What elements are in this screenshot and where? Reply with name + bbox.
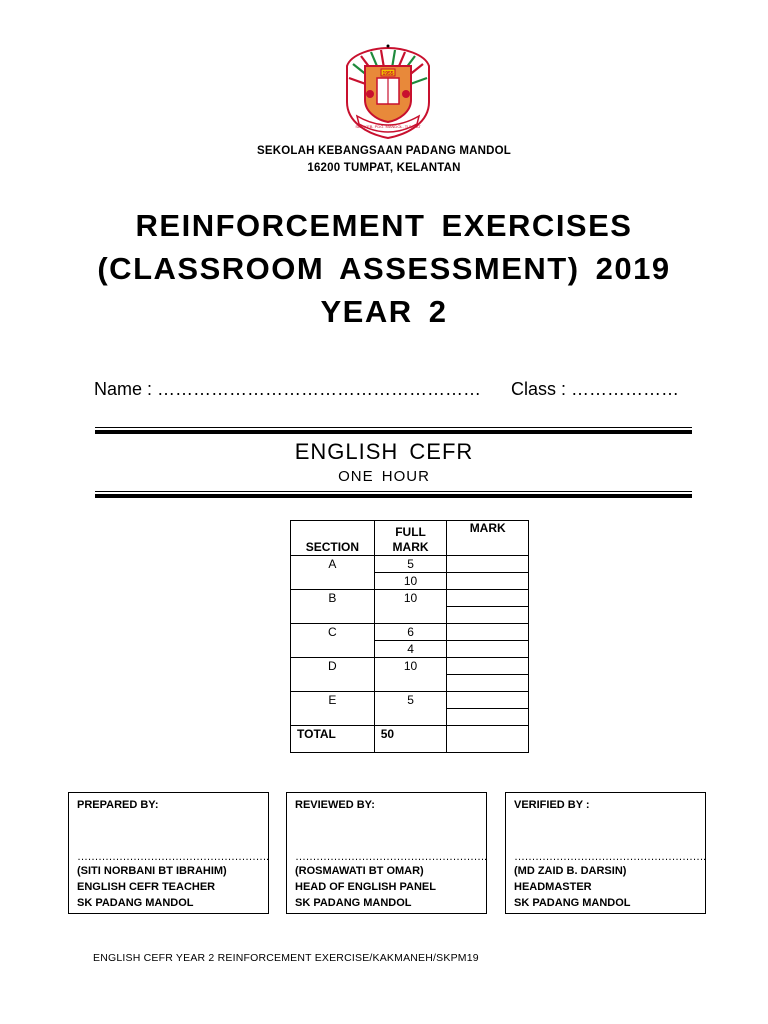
section-header: SECTION xyxy=(291,521,375,556)
page-footer: ENGLISH CEFR YEAR 2 REINFORCEMENT EXERCISE/KAKMANEH/SKPM19 xyxy=(93,952,479,964)
signatory-name: (SITI NORBANI BT IBRAHIM) xyxy=(77,865,227,877)
title-line-1: REINFORCEMENT EXERCISES xyxy=(135,208,633,243)
marks-table xyxy=(290,520,529,753)
class-field-label: Class : ……………… xyxy=(511,379,680,399)
signature-line: ………………………………………………. xyxy=(295,851,487,863)
full-mark-cell: 6 xyxy=(374,624,447,641)
full-mark-cell: 4 xyxy=(374,641,447,658)
mark-cell[interactable] xyxy=(447,607,529,624)
mark-cell[interactable] xyxy=(447,658,529,675)
title-line-3: YEAR 2 xyxy=(320,294,448,329)
section-cell: D xyxy=(291,658,375,692)
mark-cell[interactable] xyxy=(447,675,529,692)
signatory-school: SK PADANG MANDOL xyxy=(77,897,194,909)
mark-header: MARK xyxy=(447,521,529,556)
exam-duration: ONE HOUR xyxy=(338,468,430,485)
mark-cell[interactable] xyxy=(447,573,529,590)
signatory-title: HEADMASTER xyxy=(514,881,592,893)
title-line-2: (CLASSROOM ASSESSMENT) 2019 xyxy=(97,251,671,286)
section-cell: A xyxy=(291,556,375,590)
bottom-divider xyxy=(95,494,692,498)
mark-cell[interactable] xyxy=(447,641,529,658)
reviewed-by-box xyxy=(286,792,487,914)
signatory-name: (ROSMAWATI BT OMAR) xyxy=(295,865,424,877)
top-divider-thin xyxy=(95,427,692,428)
signatory-school: SK PADANG MANDOL xyxy=(295,897,412,909)
full-mark-cell: 10 xyxy=(374,573,447,590)
full-mark-cell: 10 xyxy=(374,658,447,692)
reviewed-by-heading: REVIEWED BY: xyxy=(295,799,375,811)
prepared-by-box xyxy=(68,792,269,914)
school-crest-logo xyxy=(343,44,433,140)
signature-line: ………………………………………………. xyxy=(77,851,269,863)
section-cell: C xyxy=(291,624,375,658)
signatory-title: HEAD OF ENGLISH PANEL xyxy=(295,881,436,893)
total-full-mark: 50 xyxy=(374,726,447,753)
section-cell: E xyxy=(291,692,375,726)
signatory-school: SK PADANG MANDOL xyxy=(514,897,631,909)
bottom-divider-thin xyxy=(95,491,692,492)
mark-cell[interactable] xyxy=(447,692,529,709)
full-mark-cell: 10 xyxy=(374,590,447,624)
logo-year-text: 1955 xyxy=(382,71,394,77)
mark-cell[interactable] xyxy=(447,556,529,573)
full-mark-cell: 5 xyxy=(374,556,447,573)
full-mark-header: FULL MARK xyxy=(374,521,447,556)
verified-by-heading: VERIFIED BY : xyxy=(514,799,590,811)
mark-cell[interactable] xyxy=(447,709,529,726)
name-field-label: Name : ……………………………………………… xyxy=(94,379,482,399)
school-name: SEKOLAH KEBANGSAAN PADANG MANDOL xyxy=(256,145,512,157)
total-mark-cell[interactable] xyxy=(447,726,529,753)
total-label: TOTAL xyxy=(291,726,375,753)
top-divider xyxy=(95,430,692,434)
signatory-title: ENGLISH CEFR TEACHER xyxy=(77,881,216,893)
school-address: 16200 TUMPAT, KELANTAN xyxy=(307,162,461,174)
signature-line: ………………………………………………. xyxy=(514,851,706,863)
signatory-name: (MD ZAID B. DARSIN) xyxy=(514,865,627,877)
prepared-by-heading: PREPARED BY: xyxy=(77,799,159,811)
mark-cell[interactable] xyxy=(447,590,529,607)
mark-cell[interactable] xyxy=(447,624,529,641)
full-mark-cell: 5 xyxy=(374,692,447,726)
section-cell: B xyxy=(291,590,375,624)
subject-name: ENGLISH CEFR xyxy=(294,439,474,464)
verified-by-box xyxy=(505,792,706,914)
logo-ribbon-text: SEK.KEB. PDG. MANDOL, TUMPAT xyxy=(355,124,421,129)
